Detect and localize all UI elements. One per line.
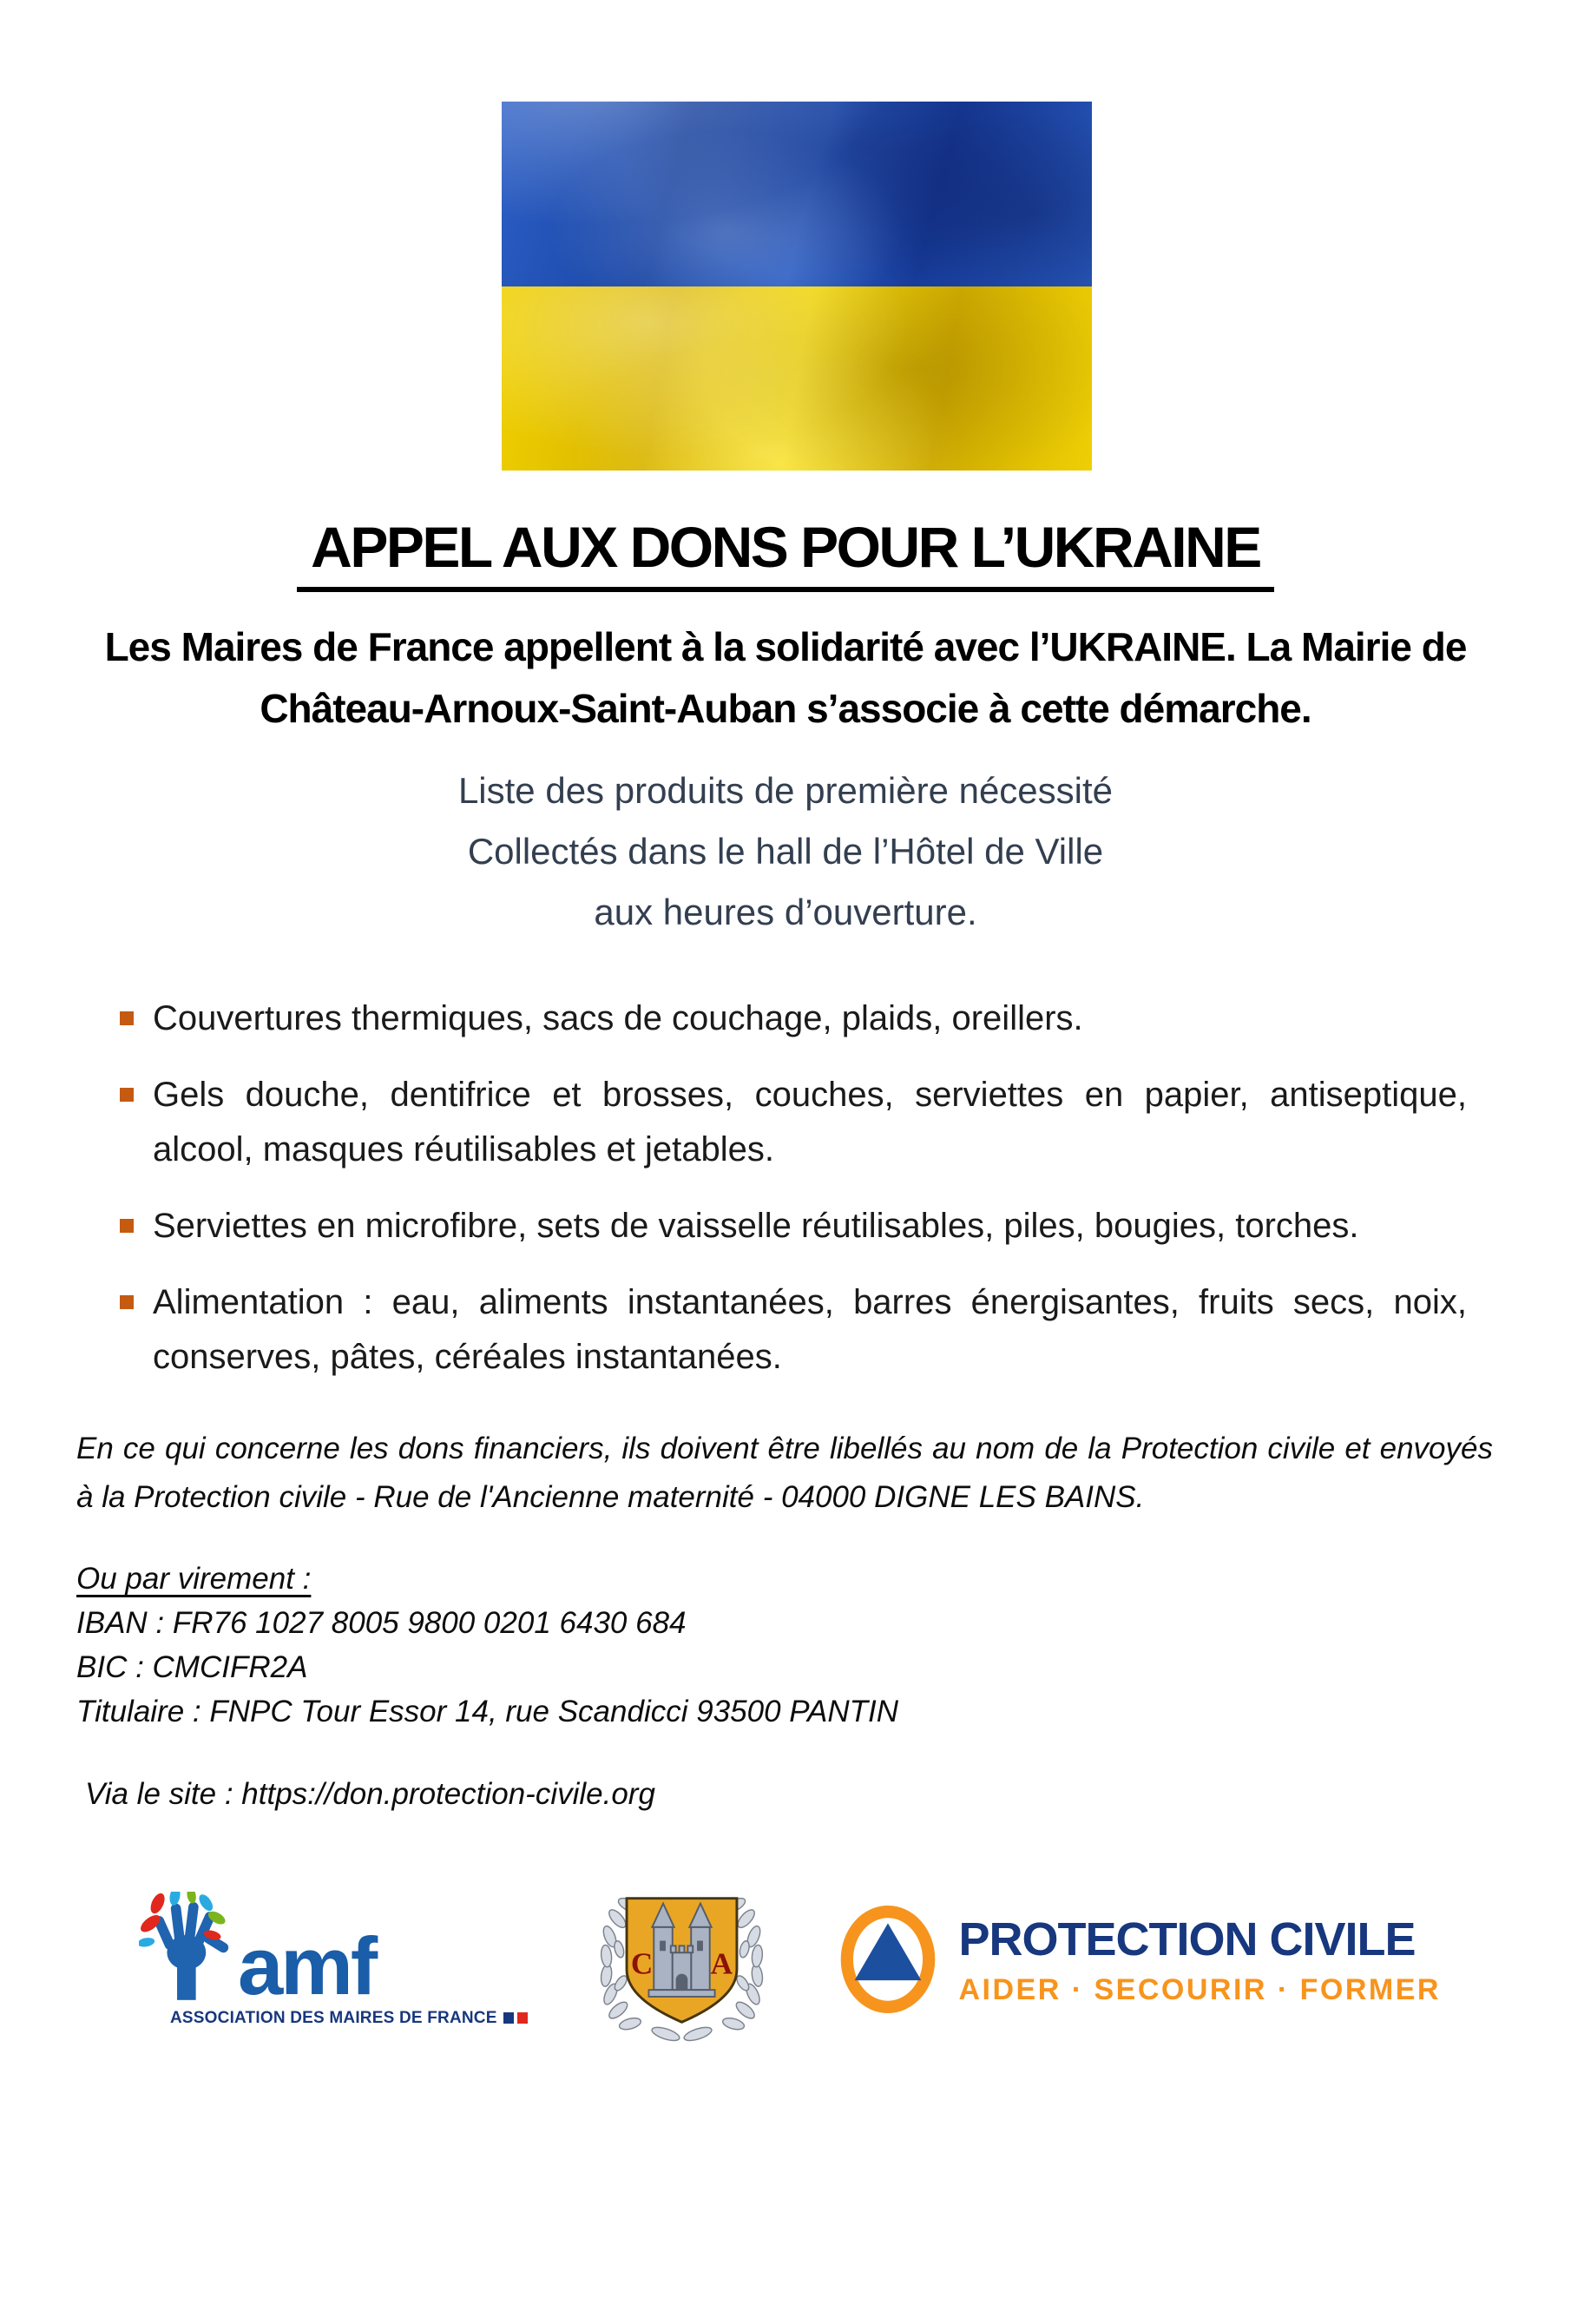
bullet-square-icon: [120, 1011, 134, 1025]
virement-heading: Ou par virement :: [76, 1562, 312, 1596]
titulaire-line: Titulaire : FNPC Tour Essor 14, rue Scandicci 93500 PANTIN: [76, 1695, 899, 1728]
bank-transfer-block: [76, 1557, 1493, 1816]
coat-of-arms-logo: [593, 1873, 771, 2045]
notice-line: aux heures d’ouverture.: [594, 892, 977, 932]
french-flag-icon: [517, 2012, 528, 2024]
protection-civile-tagline: AIDER · SECOURIR · FORMER: [958, 1972, 1441, 2006]
financial-note: En ce qui concerne les dons financiers, ils doivent être libellés au nom de la Protection civile et envoyés à la Protection civile - Rue de l'Ancienne maternité - 04000 DIGNE LES BAINS.: [76, 1432, 1493, 1514]
protection-civile-name: PROTECTION CIVILE: [958, 1913, 1416, 1965]
donation-items-list: [104, 991, 1467, 1385]
collection-notice: [0, 760, 1571, 943]
flag-yellow-band: [502, 286, 1092, 471]
ukraine-flag-image: [502, 102, 1092, 471]
page-title: APPEL AUX DONS POUR L’UKRAINE: [297, 514, 1274, 592]
list-item-text: Couvertures thermiques, sacs de couchage, plaids, oreillers.: [153, 999, 1083, 1037]
coat-letter-c: C: [630, 1946, 653, 1981]
flag-blue-band: [502, 102, 1092, 286]
subtitle: Les Maires de France appellent à la solidarité avec l’UKRAINE. La Mairie de Château-Arnoux-Saint-Auban s’associe à cette démarche.: [104, 624, 1467, 731]
list-item-text: Gels douche, dentifrice et brosses, couches, serviettes en papier, antiseptique, alcool, masques réutilisables et jetables.: [153, 1076, 1467, 1169]
donation-poster: [0, 102, 1571, 2324]
iban-line: IBAN : FR76 1027 8005 9800 0201 6430 684: [76, 1606, 687, 1640]
amf-logo: [139, 1892, 528, 2028]
amf-hand-tree-icon: [139, 1892, 233, 2000]
site-link-text: Via le site : https://don.protection-civile.org: [85, 1777, 655, 1811]
amf-caption: ASSOCIATION DES MAIRES DE FRANCE: [170, 2008, 497, 2027]
list-item: [104, 1199, 1467, 1254]
bullet-square-icon: [120, 1088, 134, 1102]
coat-letter-a: A: [710, 1946, 733, 1981]
list-item: [104, 991, 1467, 1046]
protection-civile-logo: [835, 1900, 1441, 2018]
list-item-text: Alimentation : eau, aliments instantanées, barres énergisantes, fruits secs, noix, conserves, pâtes, céréales instantanées.: [153, 1283, 1467, 1376]
bullet-square-icon: [120, 1295, 134, 1309]
amf-wordmark: amf: [238, 1920, 376, 2012]
notice-line: Collectés dans le hall de l’Hôtel de Ville: [467, 831, 1104, 872]
notice-line: Liste des produits de première nécessité: [457, 770, 1114, 811]
french-flag-icon: [503, 2012, 514, 2024]
civil-defence-icon: [835, 1900, 941, 2018]
list-item: [104, 1275, 1467, 1385]
list-item-text: Serviettes en microfibre, sets de vaisselle réutilisables, piles, bougies, torches.: [153, 1207, 1359, 1245]
bullet-square-icon: [120, 1219, 134, 1233]
bic-line: BIC : CMCIFR2A: [76, 1650, 308, 1684]
list-item: [104, 1068, 1467, 1177]
footer-logos: [139, 1873, 1441, 2045]
